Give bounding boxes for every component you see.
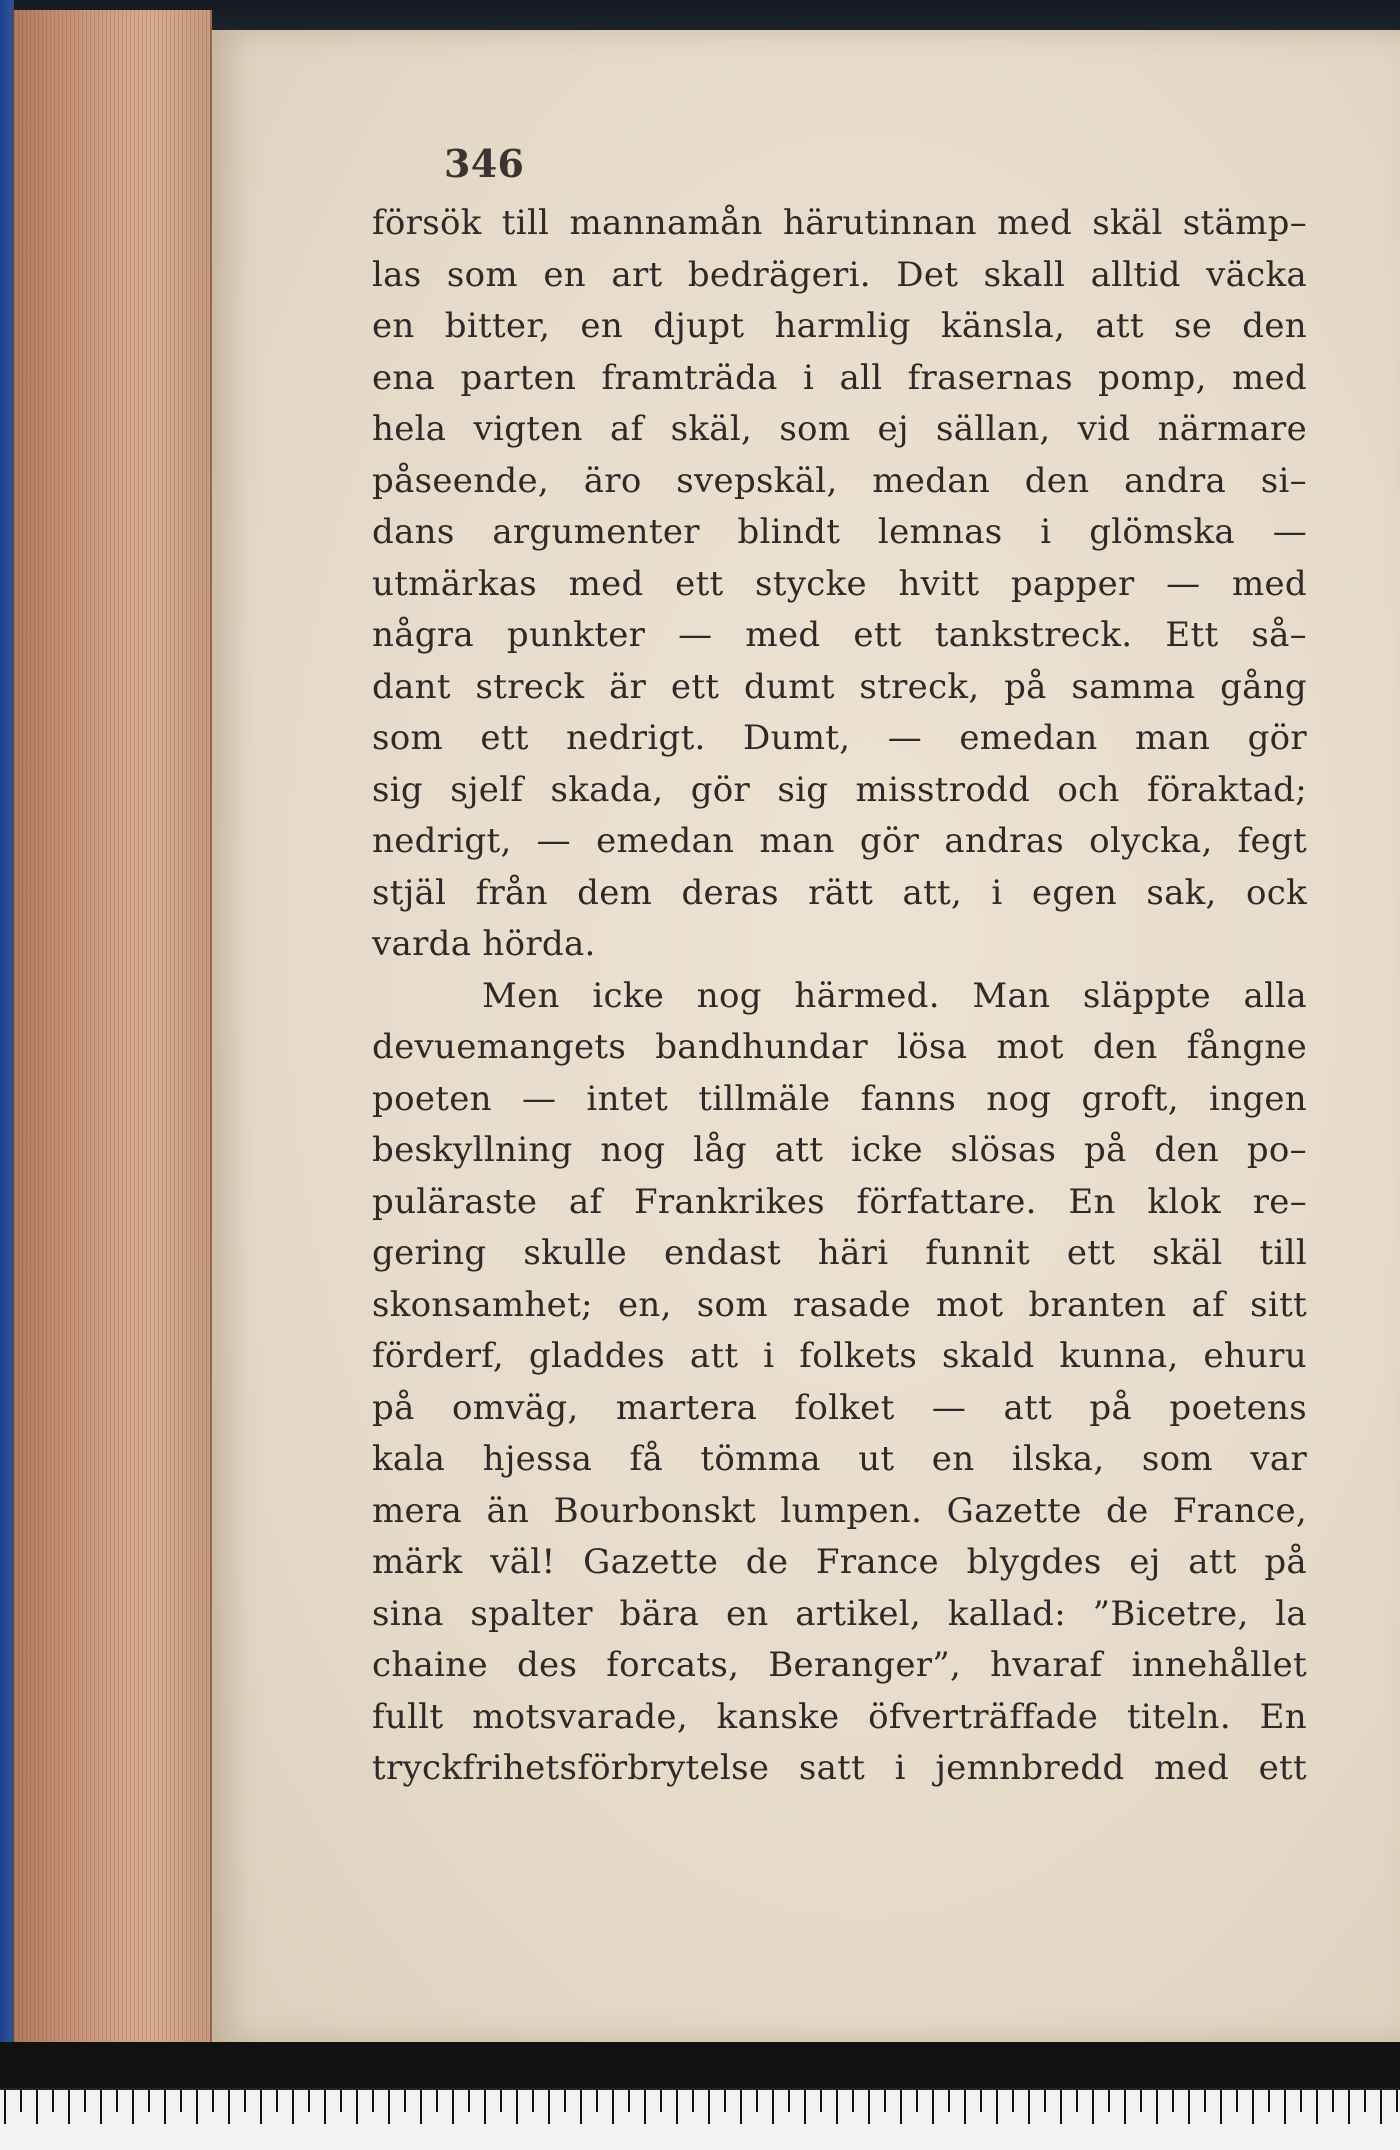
ruler-tick [644, 2090, 646, 2124]
ruler-tick [500, 2090, 502, 2112]
ruler-tick [1124, 2090, 1126, 2124]
ruler-tick [916, 2090, 918, 2112]
ruler-tick [660, 2090, 662, 2112]
ruler-tick [1268, 2090, 1270, 2112]
text-line: mera än Bourbonskt lumpen. Gazette de France, [372, 1490, 1307, 1531]
ruler-tick [1140, 2090, 1142, 2112]
text-line: fullt motsvarade, kanske öfverträffade titeln. En [372, 1696, 1307, 1737]
ruler-tick [724, 2090, 726, 2112]
ruler-tick [1092, 2090, 1094, 2124]
ruler-tick [164, 2090, 166, 2124]
ruler-tick [1076, 2090, 1078, 2112]
text-line: sina spalter bära en artikel, kallad: ”Bicetre, la [372, 1593, 1307, 1634]
ruler-tick [452, 2090, 454, 2124]
text-line: las som en art bedrägeri. Det skall alltid väcka [372, 254, 1307, 295]
ruler-tick [900, 2090, 902, 2124]
measurement-ruler [0, 2088, 1400, 2150]
ruler-tick [1284, 2090, 1286, 2124]
text-line: nedrigt, — emedan man gör andras olycka, fegt [372, 821, 1307, 861]
text-line: Men icke nog härmed. Man släppte alla [482, 975, 1307, 1016]
ruler-tick [1380, 2090, 1382, 2124]
text-line: chaine des forcats, Beranger”, hvaraf innehållet [372, 1645, 1307, 1685]
ruler-tick [628, 2090, 630, 2112]
ruler-tick [996, 2090, 998, 2124]
ruler-tick [100, 2090, 102, 2124]
ruler-tick [932, 2090, 934, 2124]
ruler-tick [116, 2090, 118, 2112]
ruler-tick [228, 2090, 230, 2124]
ruler-tick [148, 2090, 150, 2112]
ruler-tick [324, 2090, 326, 2124]
ruler-tick [772, 2090, 774, 2124]
scan-bottom-border [0, 2042, 1400, 2088]
ruler-tick [1028, 2090, 1030, 2124]
ruler-tick [436, 2090, 438, 2112]
text-line: på omväg, martera folket — att på poetens [372, 1387, 1307, 1428]
text-line: som ett nedrigt. Dumt, — emedan man gör [372, 718, 1307, 758]
text-line: en bitter, en djupt harmlig känsla, att se den [372, 306, 1307, 346]
ruler-tick [1156, 2090, 1158, 2124]
text-line: märk väl! Gazette de France blygdes ej att på [372, 1542, 1307, 1582]
ruler-tick [212, 2090, 214, 2112]
ruler-tick [788, 2090, 790, 2112]
book-cover-edge [0, 0, 14, 2060]
ruler-tick [884, 2090, 886, 2112]
text-line: puläraste af Frankrikes författare. En klok re– [372, 1181, 1307, 1222]
ruler-tick [708, 2090, 710, 2124]
paragraph-lines [372, 198, 1307, 1795]
ruler-tick [676, 2090, 678, 2124]
text-line: varda hörda. [372, 924, 596, 964]
ruler-tick [980, 2090, 982, 2112]
ruler-tick [340, 2090, 342, 2112]
ruler-tick [308, 2090, 310, 2112]
ruler-tick [1364, 2090, 1366, 2112]
page-text-block [372, 142, 1307, 1795]
text-line: devuemangets bandhundar lösa mot den fångne [372, 1027, 1307, 1067]
text-line: stjäl från dem deras rätt att, i egen sak, ock [372, 872, 1307, 913]
ruler-tick [196, 2090, 198, 2124]
text-line: dant streck är ett dumt streck, på samma gång [372, 666, 1307, 707]
ruler-tick [260, 2090, 262, 2124]
text-line: försök till mannamån härutinnan med skäl stämp– [372, 203, 1307, 243]
ruler-tick [180, 2090, 182, 2112]
ruler-tick [596, 2090, 598, 2112]
ruler-tick [1220, 2090, 1222, 2124]
text-line: kala hjessa få tömma ut en ilska, som var [372, 1439, 1307, 1479]
text-line: beskyllning nog låg att icke slösas på den po– [372, 1130, 1307, 1170]
ruler-tick [1012, 2090, 1014, 2112]
text-line: sig sjelf skada, gör sig misstrodd och föraktad; [372, 769, 1307, 810]
ruler-tick [84, 2090, 86, 2112]
ruler-tick [1108, 2090, 1110, 2112]
ruler-tick [964, 2090, 966, 2124]
ruler-tick [1252, 2090, 1254, 2124]
ruler-tick [1188, 2090, 1190, 2124]
ruler-tick [4, 2090, 6, 2124]
ruler-tick [868, 2090, 870, 2124]
ruler-tick [20, 2090, 22, 2112]
ruler-tick [356, 2090, 358, 2124]
text-line: förderf, gladdes att i folkets skald kunna, ehuru [372, 1336, 1307, 1376]
ruler-tick [740, 2090, 742, 2124]
ruler-tick [1300, 2090, 1302, 2112]
ruler-tick [516, 2090, 518, 2124]
ruler-tick [36, 2090, 38, 2124]
text-line: utmärkas med ett stycke hvitt papper — med [372, 563, 1307, 604]
text-line: ena parten framträda i all frasernas pomp, med [372, 357, 1307, 398]
text-line: dans argumenter blindt lemnas i glömska — [372, 512, 1307, 552]
ruler-tick [804, 2090, 806, 2124]
ruler-tick [948, 2090, 950, 2112]
ruler-tick [820, 2090, 822, 2112]
ruler-tick [468, 2090, 470, 2112]
ruler-tick [276, 2090, 278, 2112]
ruler-tick [692, 2090, 694, 2112]
ruler-tick [1204, 2090, 1206, 2112]
ruler-tick [1332, 2090, 1334, 2112]
ruler-tick [1172, 2090, 1174, 2112]
text-line: poeten — intet tillmäle fanns nog groft, ingen [372, 1078, 1307, 1119]
ruler-tick [532, 2090, 534, 2112]
ruler-tick [852, 2090, 854, 2112]
ruler-tick [1060, 2090, 1062, 2124]
ruler-tick [244, 2090, 246, 2112]
ruler-tick [404, 2090, 406, 2112]
ruler-tick [1044, 2090, 1046, 2112]
ruler-tick [52, 2090, 54, 2112]
ruler-tick [1348, 2090, 1350, 2124]
text-line: tryckfrihetsförbrytelse satt i jemnbredd med ett [372, 1748, 1307, 1788]
text-line: påseende, äro svepskäl, medan den andra si– [372, 460, 1307, 501]
ruler-tick [388, 2090, 390, 2124]
ruler-tick [612, 2090, 614, 2124]
ruler-tick [292, 2090, 294, 2124]
ruler-tick [756, 2090, 758, 2112]
text-line: skonsamhet; en, som rasade mot branten af sitt [372, 1284, 1307, 1325]
text-line: hela vigten af skäl, som ej sällan, vid närmare [372, 409, 1307, 449]
ruler-tick [68, 2090, 70, 2124]
ruler-tick [484, 2090, 486, 2124]
ruler-tick [1396, 2090, 1398, 2112]
text-line: gering skulle endast häri funnit ett skäl till [372, 1233, 1307, 1273]
ruler-tick [1236, 2090, 1238, 2112]
ruler-tick [420, 2090, 422, 2124]
ruler-tick [580, 2090, 582, 2124]
book-page-edges [14, 10, 212, 2060]
ruler-tick [132, 2090, 134, 2124]
ruler-tick [548, 2090, 550, 2124]
ruler-tick [564, 2090, 566, 2112]
page-number: 346 [444, 141, 525, 186]
ruler-tick [372, 2090, 374, 2112]
text-line: några punkter — med ett tankstreck. Ett så– [372, 615, 1307, 655]
ruler-tick [1316, 2090, 1318, 2124]
ruler-tick [836, 2090, 838, 2124]
